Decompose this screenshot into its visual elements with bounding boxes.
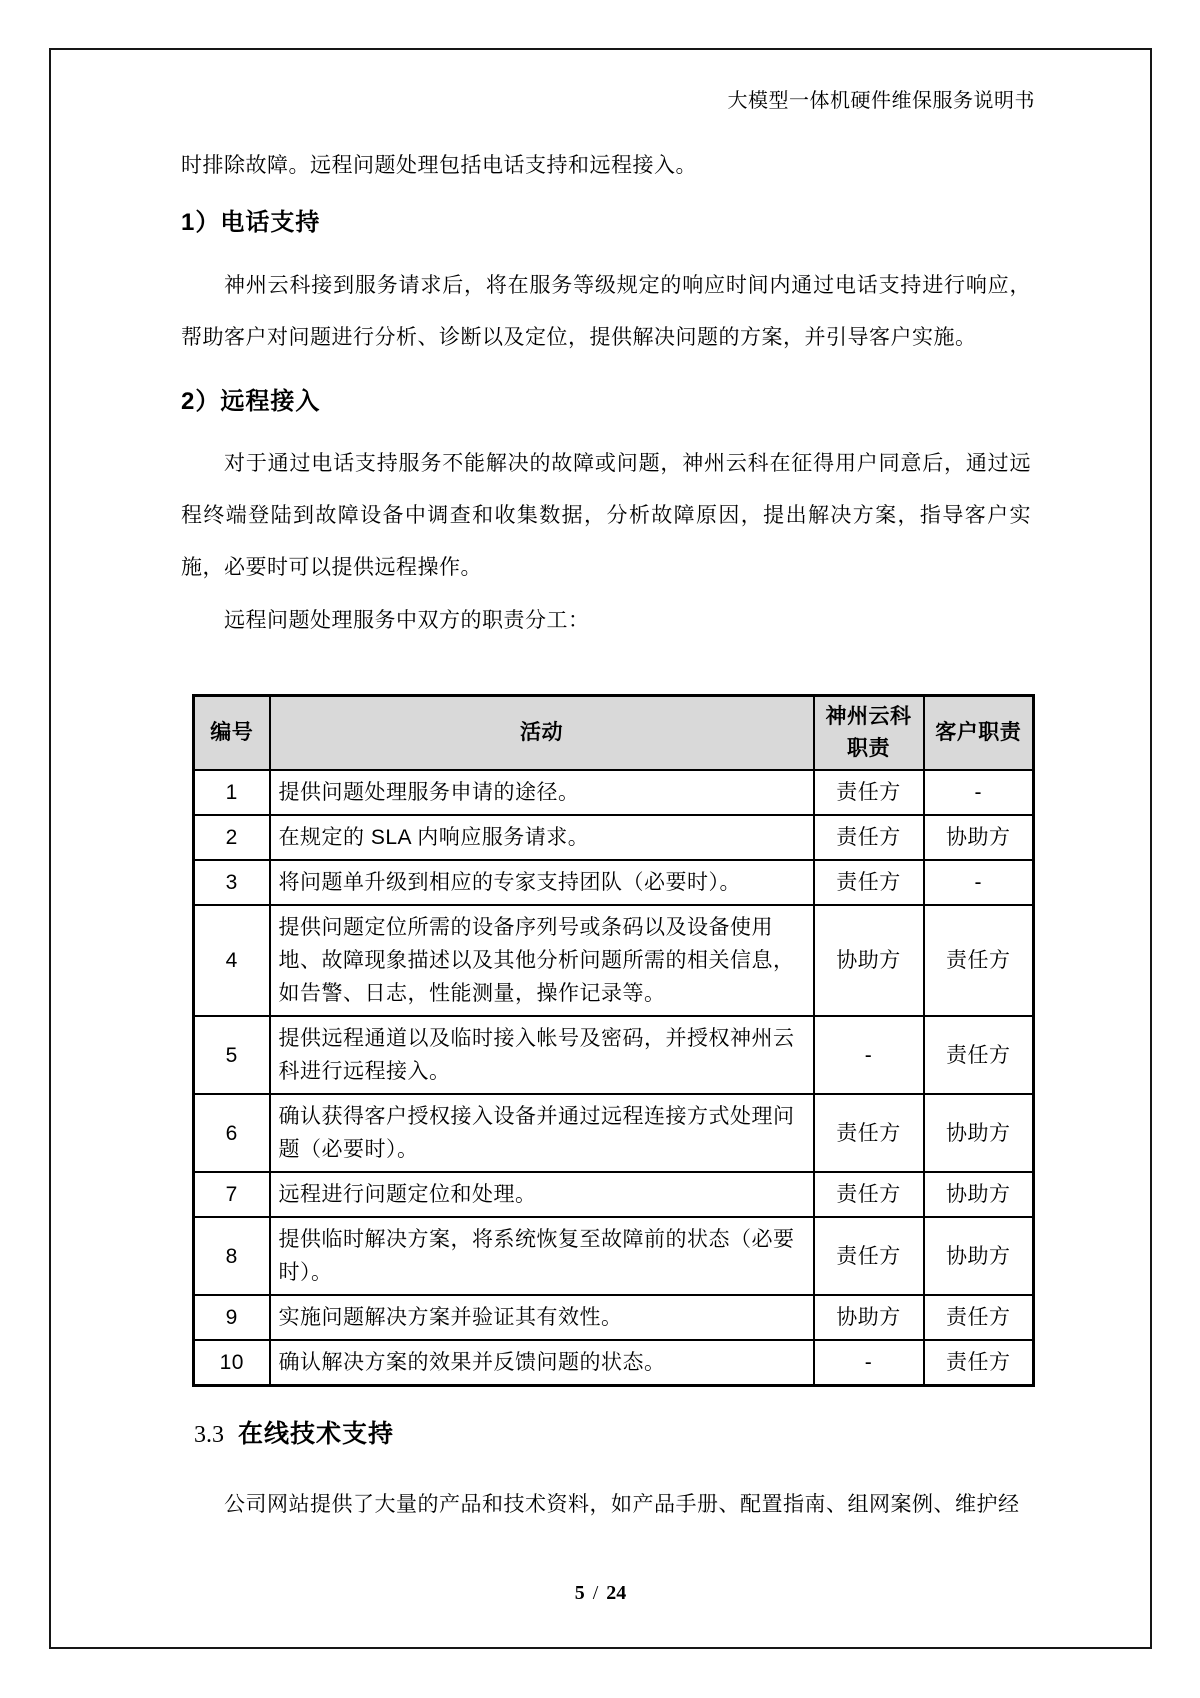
cell-no: 1 [194,770,270,815]
column-header-customer: 客户职责 [924,696,1034,771]
cell-vendor-role: 责任方 [814,860,924,905]
heading-phone-support: 1）电话支持 [181,209,321,236]
cell-activity: 提供问题定位所需的设备序列号或条码以及设备使用地、故障现象描述以及其他分析问题所需的相关信息，如告警、日志，性能测量，操作记录等。 [270,905,814,1016]
cell-vendor-role: - [814,1340,924,1386]
cell-customer-role: 责任方 [924,1340,1034,1386]
cell-no: 7 [194,1172,270,1217]
cell-vendor-role: 责任方 [814,815,924,860]
cell-no: 3 [194,860,270,905]
table-row [194,1172,1034,1217]
paragraph-phone-support: 神州云科接到服务请求后，将在服务等级规定的响应时间内通过电话支持进行响应，帮助客户对问题进行分析、诊断以及定位，提供解决问题的方案，并引导客户实施。 [181,274,1031,349]
cell-vendor-role: 责任方 [814,1094,924,1172]
table-header-row [194,696,1034,771]
cell-no: 4 [194,905,270,1016]
section-number: 3.3 [194,1422,224,1448]
cell-customer-role: 协助方 [924,1172,1034,1217]
footer-page-current: 5 [574,1582,585,1604]
paragraph-table-intro: 远程问题处理服务中双方的职责分工： [224,609,590,632]
cell-customer-role: 责任方 [924,1295,1034,1340]
cell-no: 9 [194,1295,270,1340]
cell-customer-role: 协助方 [924,1094,1034,1172]
cell-no: 6 [194,1094,270,1172]
responsibility-table [192,694,1035,1387]
cell-customer-role: 协助方 [924,1217,1034,1295]
column-header-vendor-line1: 神州云科 [825,705,912,728]
document-header-title: 大模型一体机硬件维保服务说明书 [727,90,1035,112]
cell-activity: 提供临时解决方案，将系统恢复至故障前的状态（必要时）。 [270,1217,814,1295]
table-row [194,1295,1034,1340]
table-row [194,770,1034,815]
intro-paragraph: 时排除故障。远程问题处理包括电话支持和远程接入。 [181,154,697,177]
cell-vendor-role: 责任方 [814,1172,924,1217]
cell-customer-role: 责任方 [924,905,1034,1016]
cell-activity: 确认解决方案的效果并反馈问题的状态。 [270,1340,814,1386]
cell-vendor-role: 责任方 [814,1217,924,1295]
heading-online-tech-support [194,1416,394,1456]
column-header-activity: 活动 [270,696,814,771]
cell-no: 10 [194,1340,270,1386]
cell-vendor-role: - [814,1016,924,1094]
cell-no: 5 [194,1016,270,1094]
column-header-vendor-line2: 职责 [847,737,890,760]
paragraph-online-support: 公司网站提供了大量的产品和技术资料，如产品手册、配置指南、组网案例、维护经 [224,1493,1020,1516]
cell-customer-role: - [924,860,1034,905]
section-title: 在线技术支持 [238,1420,395,1448]
cell-customer-role: - [924,770,1034,815]
cell-no: 8 [194,1217,270,1295]
cell-activity: 确认获得客户授权接入设备并通过远程连接方式处理问题（必要时）。 [270,1094,814,1172]
table-row [194,860,1034,905]
cell-activity: 实施问题解决方案并验证其有效性。 [270,1295,814,1340]
table-row [194,1094,1034,1172]
cell-vendor-role: 协助方 [814,905,924,1016]
cell-no: 2 [194,815,270,860]
table-row [194,1340,1034,1386]
heading-remote-access: 2）远程接入 [181,388,321,415]
column-header-no: 编号 [194,696,270,771]
table-row [194,1217,1034,1295]
footer-page-total: 24 [606,1582,627,1604]
cell-vendor-role: 责任方 [814,770,924,815]
cell-customer-role: 责任方 [924,1016,1034,1094]
footer-page-separator: / [592,1582,599,1604]
table-row [194,1016,1034,1094]
cell-activity: 将问题单升级到相应的专家支持团队（必要时）。 [270,860,814,905]
cell-activity: 远程进行问题定位和处理。 [270,1172,814,1217]
cell-activity: 在规定的 SLA 内响应服务请求。 [270,815,814,860]
cell-activity: 提供问题处理服务申请的途径。 [270,770,814,815]
table-row [194,905,1034,1016]
paragraph-remote-access: 对于通过电话支持服务不能解决的故障或问题，神州云科在征得用户同意后，通过远程终端登陆到故障设备中调查和收集数据，分析故障原因，提出解决方案，指导客户实施，必要时可以提供远程操作。 [181,452,1031,579]
table-row [194,815,1034,860]
cell-activity: 提供远程通道以及临时接入帐号及密码，并授权神州云科进行远程接入。 [270,1016,814,1094]
column-header-vendor [814,696,924,771]
page-footer [49,1582,1152,1605]
cell-vendor-role: 协助方 [814,1295,924,1340]
cell-customer-role: 协助方 [924,815,1034,860]
